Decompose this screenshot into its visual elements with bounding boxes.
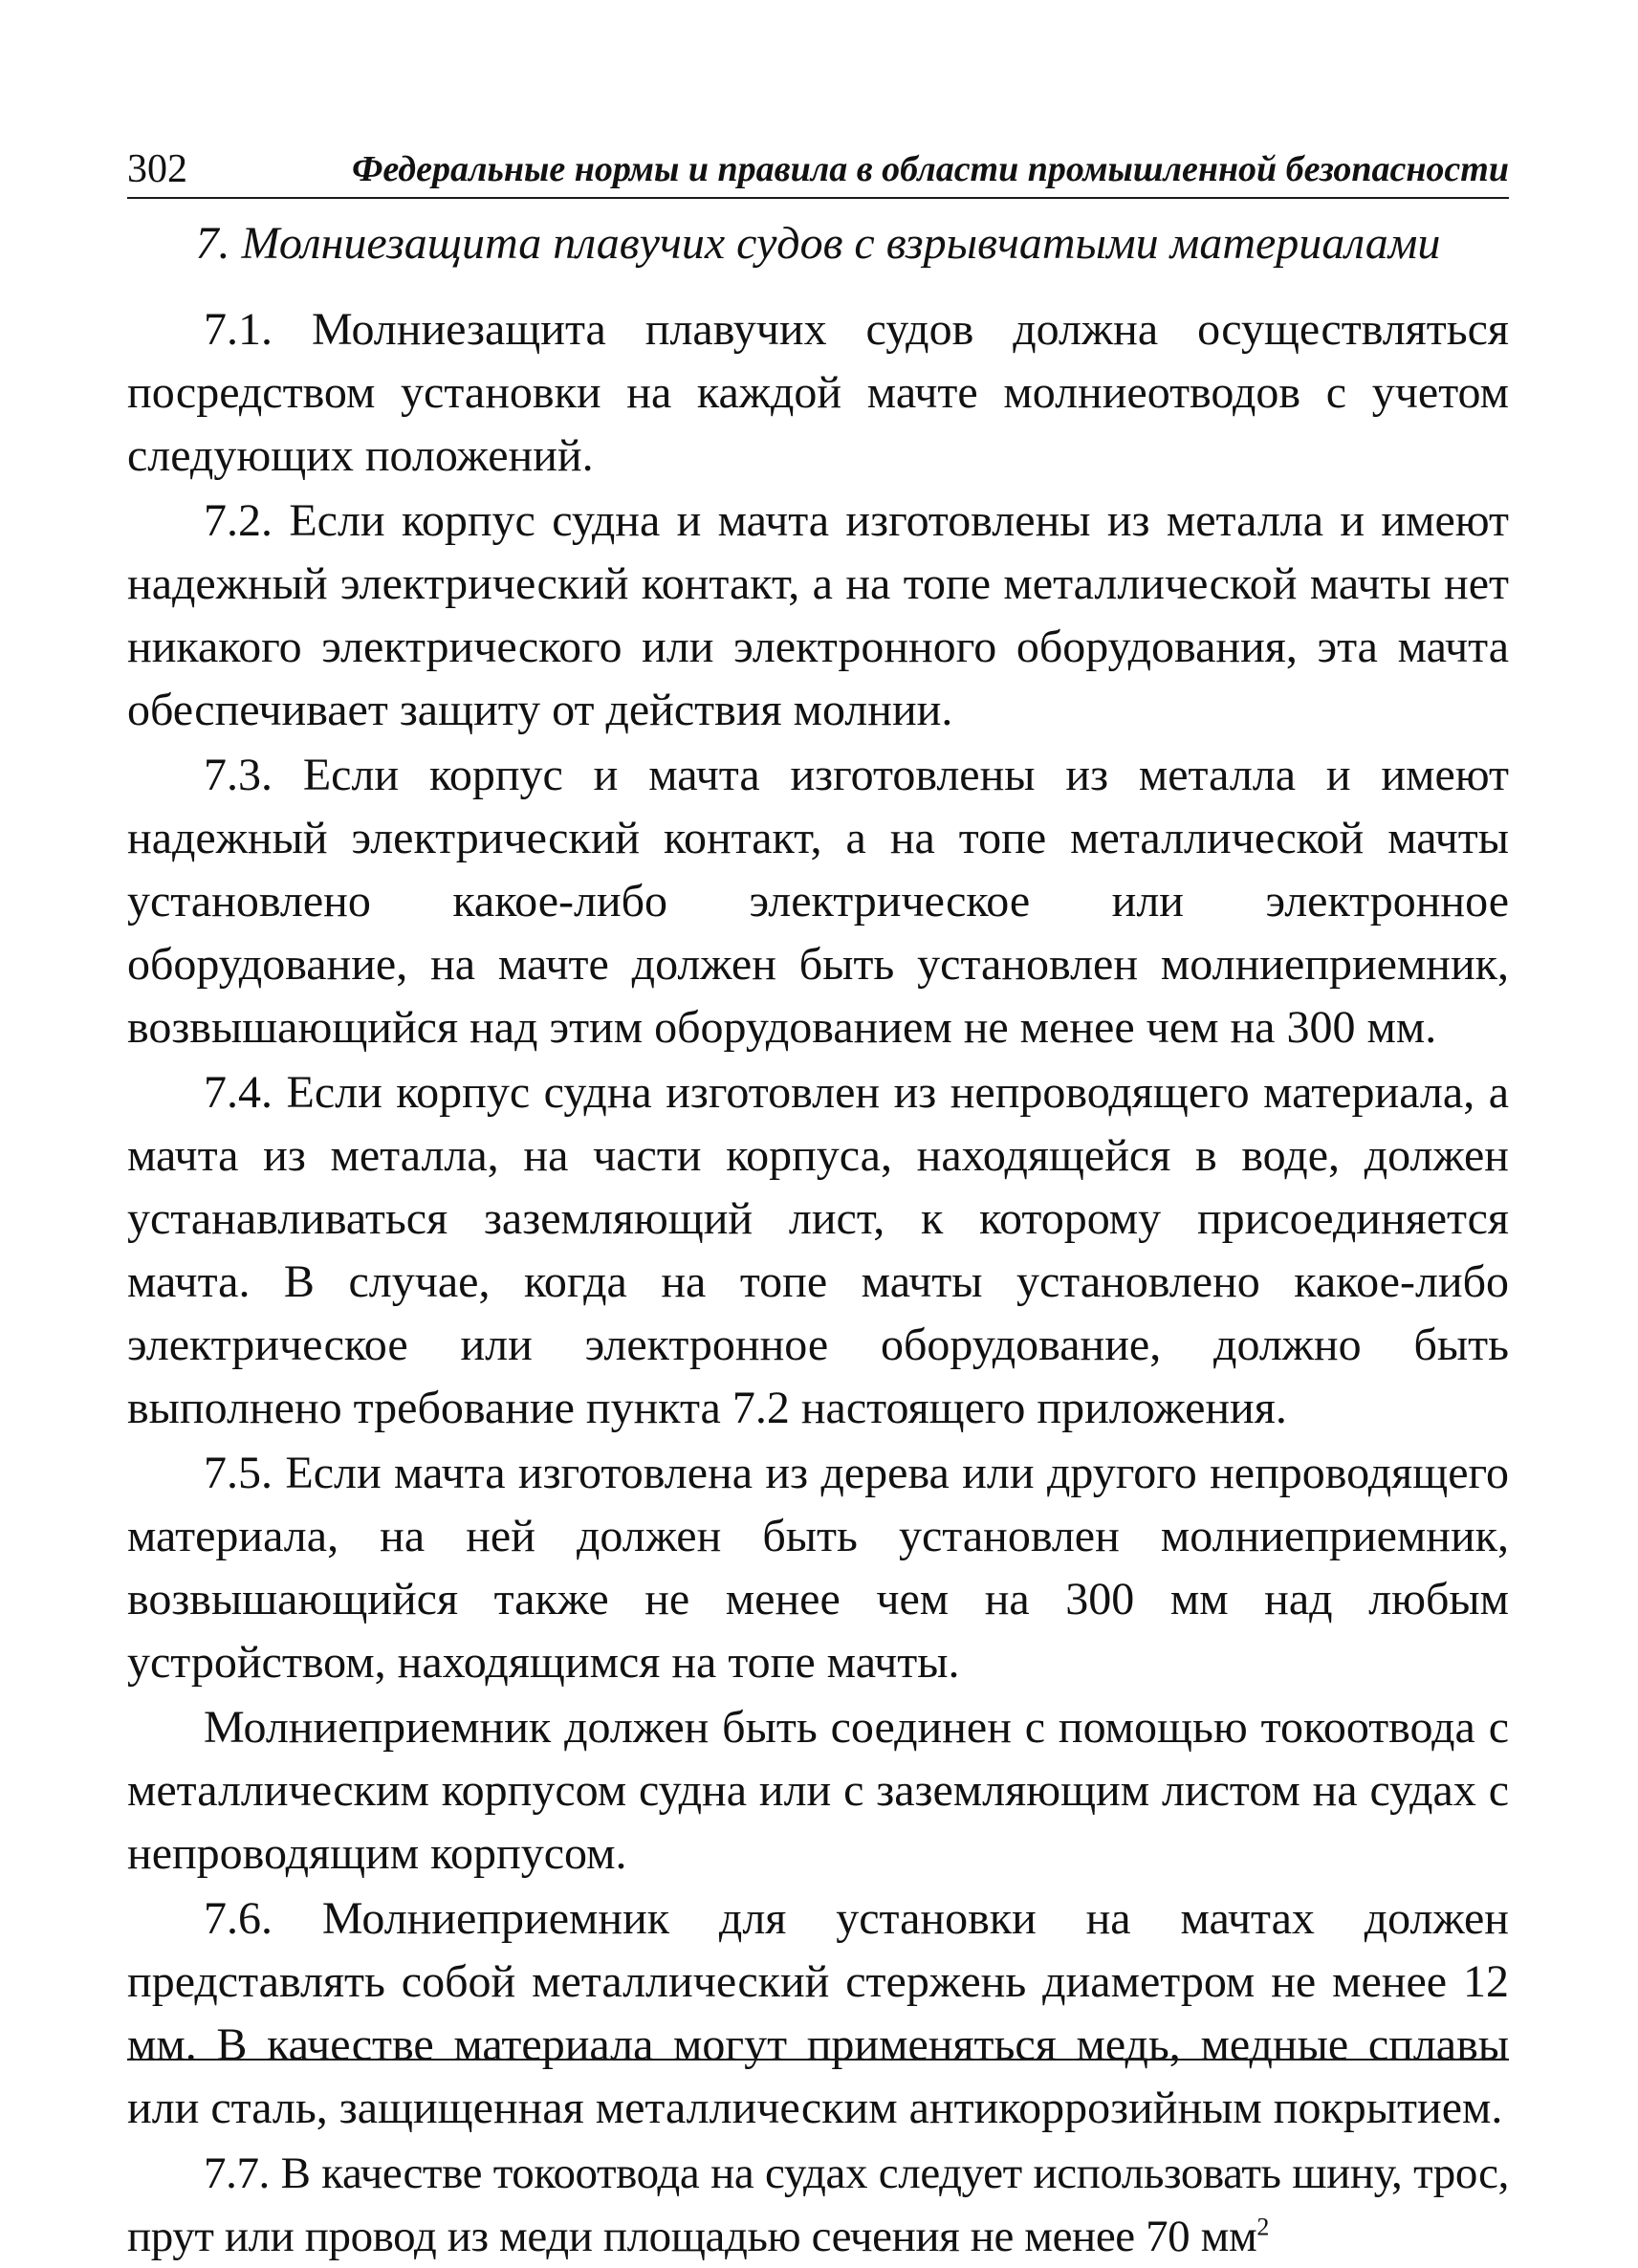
paragraph-7-3: 7.3. Если корпус и мачта изготовлены из металла и имеют надежный электрический контакт, а на топе металлической мачты установлено какое-либо электрическое или электронное оборудование, на мачте должен быть установлен молниеприемник, возвышающийся над этим оборудованием не менее чем на 300 мм. (127, 750, 1509, 1053)
running-title: Федеральные нормы и правила в области промышленной безопасности (352, 149, 1509, 189)
superscript-squared: 2 (1256, 2213, 1269, 2241)
footnote-divider (127, 2059, 1509, 2061)
paragraph-lightning-rod-connection: Молниеприемник должен быть соединен с помощью токоотвода с металлическим корпусом судна или с заземляющим листом на судах с непроводящим корпусом. (127, 1702, 1509, 1879)
paragraph-7-6: 7.6. Молниеприемник для установки на мачтах должен представлять собой металлический стержень диаметром не менее 12 мм. В качестве материала могут применяться медь, медные сплавы или сталь, защищенная металлическим антикоррозийным покрытием. (127, 1893, 1509, 2133)
document-body (127, 298, 1509, 2268)
section-heading: 7. Молниезащита плавучих судов с взрывчатыми материалами (195, 218, 1441, 269)
page-number: 302 (127, 147, 187, 191)
paragraph-7-4: 7.4. Если корпус судна изготовлен из непроводящего материала, а мачта из металла, на части корпуса, находящейся в воде, должен устанавливаться заземляющий лист, к которому присоединяется мачта. В случае, когда на топе мачты установлено какое-либо электрическое или электронное оборудование, должно быть выполнено требование пункта 7.2 настоящего приложения. (127, 1067, 1509, 1433)
paragraph-7-7 (127, 2142, 1509, 2268)
paragraph-7-7-text: 7.7. В качестве токоотвода на судах следует использовать шину, трос, прут или провод из меди площадью сечения не менее 70 мм (127, 2148, 1509, 2261)
running-header (127, 142, 1509, 199)
paragraph-7-2: 7.2. Если корпус судна и мачта изготовлены из металла и имеют надежный электрический контакт, а на топе металлической мачты нет никакого электрического или электронного оборудования, эта мачта обеспечивает защиту от действия молнии. (127, 495, 1509, 735)
paragraph-7-5: 7.5. Если мачта изготовлена из дерева или другого непроводящего материала, на ней должен быть установлен молниеприемник, возвышающийся также не менее чем на 300 мм над любым устройством, находящимся на топе мачты. (127, 1448, 1509, 1688)
paragraph-7-1: 7.1. Молниезащита плавучих судов должна осуществляться посредством установки на каждой мачте молниеотводов с учетом следующих положений. (127, 304, 1509, 481)
